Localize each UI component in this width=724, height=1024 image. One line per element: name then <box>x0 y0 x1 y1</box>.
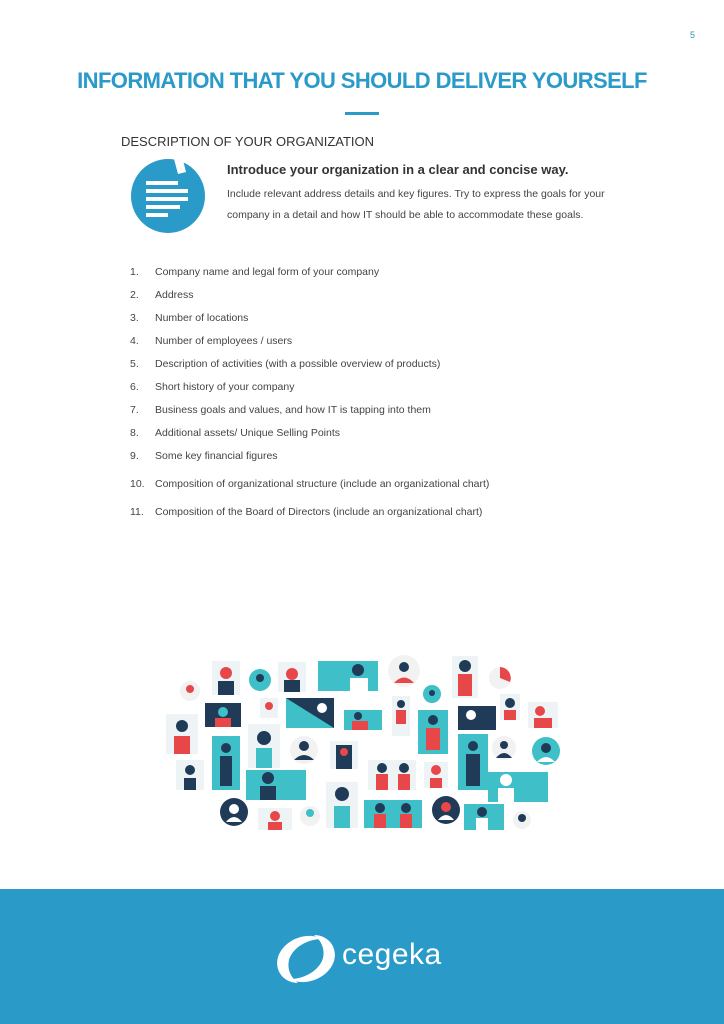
logo-text: cegeka <box>342 938 442 971</box>
title-underline <box>345 112 379 115</box>
page-title: INFORMATION THAT YOU SHOULD DELIVER YOURSELF <box>77 68 647 93</box>
intro-text <box>227 162 647 226</box>
intro-body: Include relevant address details and key figures. Try to express the goals for your company in a detail and how IT should be able to accommodate these goals. <box>227 188 605 221</box>
cegeka-logo <box>276 933 446 985</box>
people-profiles-illustration <box>160 648 565 838</box>
section-heading: DESCRIPTION OF YOUR ORGANIZATION <box>121 134 375 149</box>
page-number: 5 <box>689 30 695 40</box>
document-lines-icon <box>130 158 206 234</box>
cegeka-swirl-logo-icon <box>276 933 336 985</box>
intro-headline: Introduce your organization in a clear and concise way. <box>227 162 569 177</box>
